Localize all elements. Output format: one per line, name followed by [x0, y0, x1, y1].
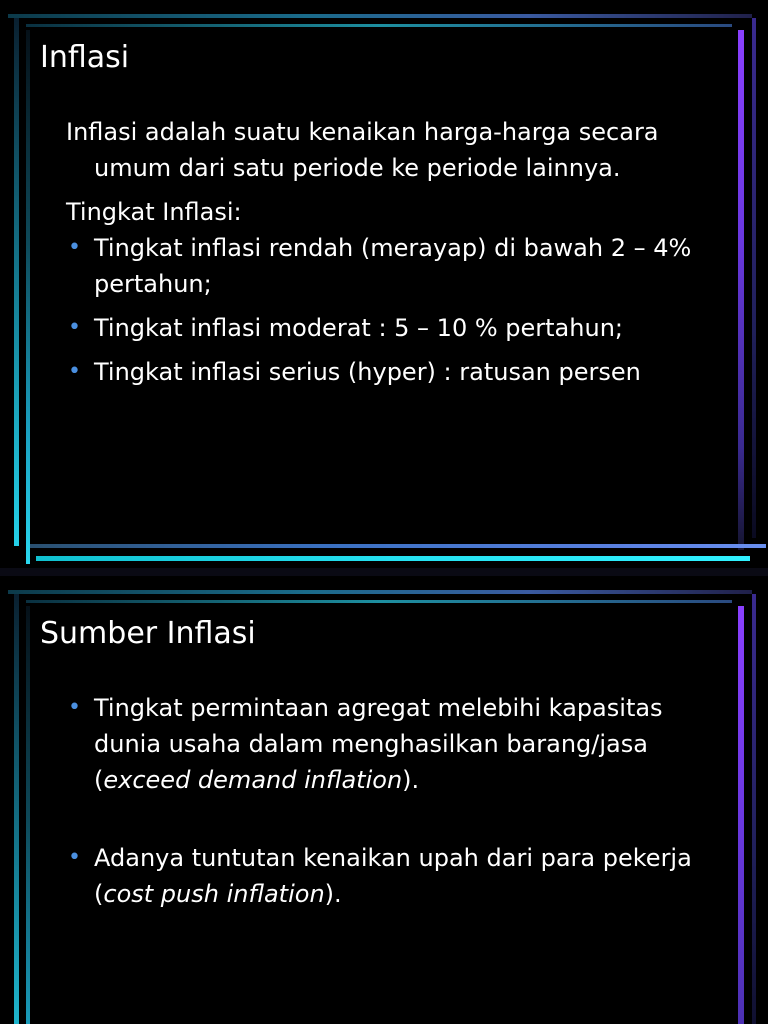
subheading: Tingkat Inflasi: — [66, 198, 242, 226]
decorative-bar — [14, 594, 19, 1024]
decorative-bar — [8, 14, 752, 18]
bullet-dot-icon: • — [68, 845, 81, 870]
bullet-dot-icon: • — [68, 235, 81, 260]
bullet-dot-icon: • — [68, 359, 81, 384]
slide-title: Sumber Inflasi — [40, 616, 256, 651]
bullet-dot-icon: • — [68, 695, 81, 720]
decorative-bar — [30, 544, 766, 548]
list-item: • Tingkat inflasi moderat : 5 – 10 % pertahun; — [66, 310, 716, 346]
decorative-bar — [26, 24, 732, 27]
definition-text: Inflasi adalah suatu kenaikan harga-harga secara umum dari satu periode ke periode lainnya. — [66, 118, 659, 182]
slide-body — [66, 114, 716, 390]
decorative-bar — [8, 590, 752, 594]
decorative-bar — [26, 606, 30, 1024]
slide-body — [66, 690, 716, 954]
decorative-bar — [738, 30, 744, 550]
slide-sumber-inflasi — [0, 576, 768, 1024]
list-item: • Tingkat inflasi serius (hyper) : ratusan persen — [66, 354, 716, 390]
list-item: • Tingkat inflasi rendah (merayap) di bawah 2 – 4% pertahun; — [66, 230, 716, 302]
decorative-bar — [36, 556, 750, 561]
decorative-bar — [26, 30, 30, 564]
decorative-bar — [752, 18, 756, 538]
list-item: • Adanya tuntutan kenaikan upah dari para pekerja (cost push inflation). — [66, 840, 716, 912]
bullet-list — [66, 690, 716, 912]
bullet-dot-icon: • — [68, 315, 81, 340]
decorative-bar — [752, 594, 756, 1024]
bullet-list — [66, 230, 716, 390]
slide-title: Inflasi — [40, 40, 130, 75]
list-item: • Tingkat permintaan agregat melebihi kapasitas dunia usaha dalam menghasilkan barang/jasa (exceed demand inflation). — [66, 690, 716, 798]
decorative-bar — [14, 18, 19, 546]
decorative-bar — [26, 600, 732, 603]
decorative-bar — [738, 606, 744, 1024]
